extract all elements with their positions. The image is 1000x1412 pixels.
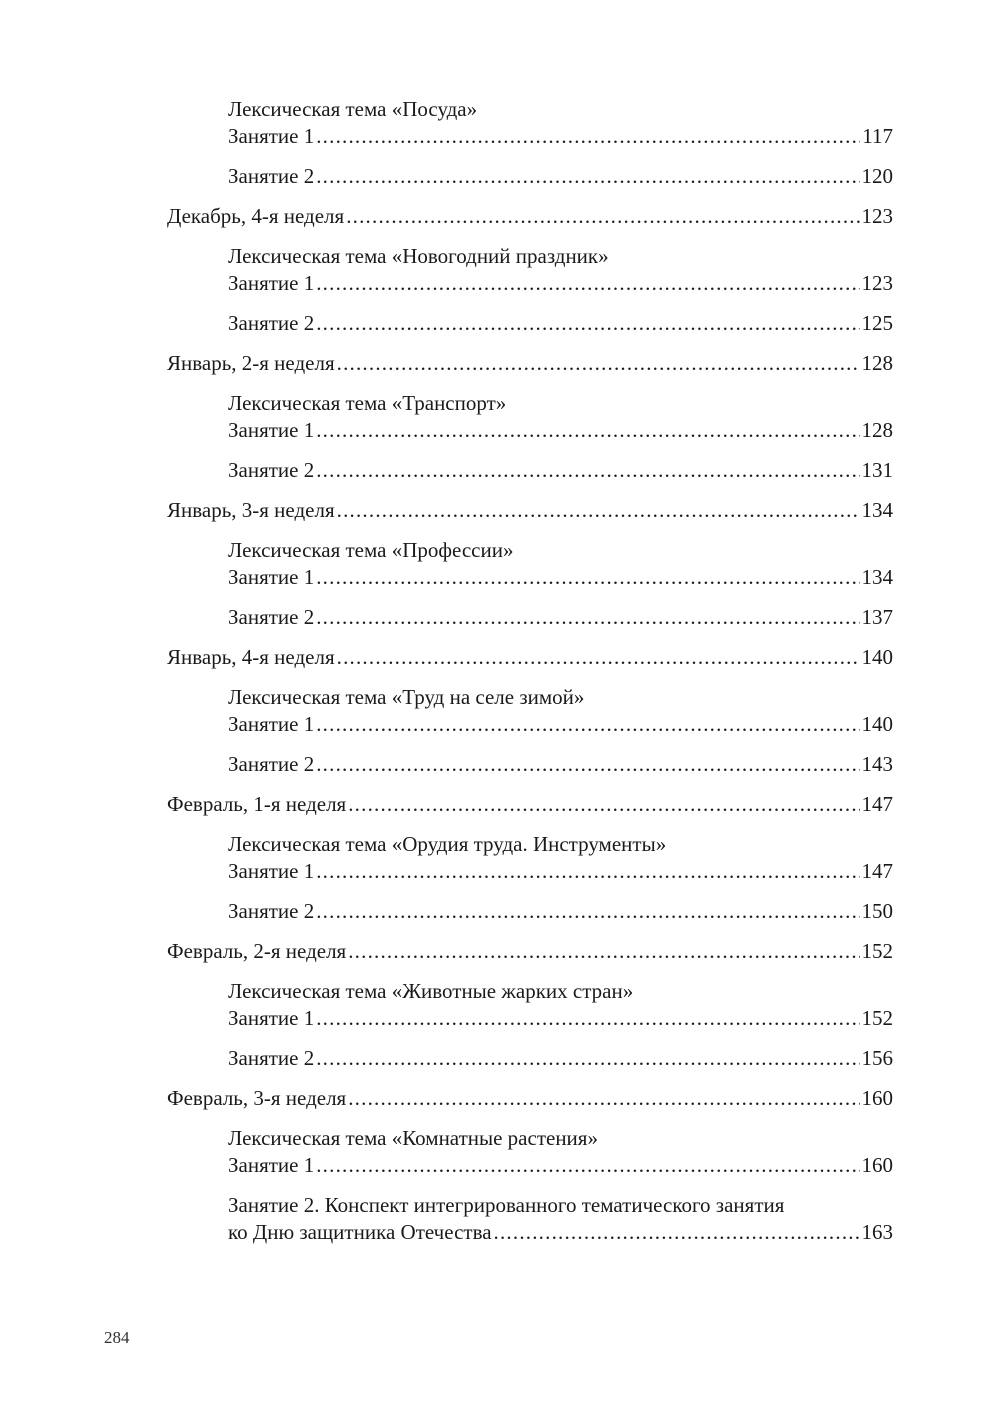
toc-lesson-label: Занятие 1	[228, 712, 315, 736]
toc-page-number: 123	[861, 204, 893, 228]
toc-page-number: 150	[861, 899, 893, 923]
toc-week-entry	[167, 203, 893, 230]
toc-lesson	[167, 417, 893, 444]
toc-topic	[167, 978, 893, 1005]
toc-leader-dots	[316, 898, 859, 925]
toc-topic	[167, 243, 893, 270]
toc-lesson-line2	[228, 1219, 893, 1246]
toc-leader-dots	[316, 270, 859, 297]
toc-lesson	[167, 898, 893, 925]
toc-week-label: Январь, 2-я неделя	[167, 351, 335, 375]
toc-page-number: 152	[861, 939, 893, 963]
toc-topic-title: Лексическая тема «Комнатные растения»	[228, 1126, 598, 1150]
toc-page-number: 147	[861, 792, 893, 816]
toc-lesson-label: Занятие 1	[228, 859, 315, 883]
toc-page-number: 137	[861, 605, 893, 629]
toc-page-number: 128	[861, 418, 893, 442]
toc-leader-dots	[316, 123, 860, 150]
toc-topic-title: Лексическая тема «Орудия труда. Инструменты»	[228, 832, 667, 856]
toc-leader-dots	[316, 417, 859, 444]
toc-topic-title: Лексическая тема «Животные жарких стран»	[228, 979, 634, 1003]
toc-leader-dots	[316, 1152, 859, 1179]
toc-page-number: 140	[861, 645, 893, 669]
toc-lesson	[167, 163, 893, 190]
toc-lesson	[167, 310, 893, 337]
toc-week-label: Февраль, 1-я неделя	[167, 792, 347, 816]
toc-leader-dots	[316, 457, 859, 484]
toc-page-number: 123	[861, 271, 893, 295]
toc-lesson	[167, 564, 893, 591]
toc-lesson	[167, 270, 893, 297]
toc-topic-title: Лексическая тема «Труд на селе зимой»	[228, 685, 585, 709]
toc-page-number: 120	[861, 164, 893, 188]
toc-page-number: 140	[861, 712, 893, 736]
toc-lesson	[167, 1005, 893, 1032]
toc-week-entry	[167, 938, 893, 965]
toc-page-number: 134	[861, 565, 893, 589]
toc-page-number: 117	[862, 124, 893, 148]
toc-leader-dots	[316, 604, 859, 631]
toc-leader-dots	[316, 751, 859, 778]
toc-week-label: Февраль, 3-я неделя	[167, 1086, 347, 1110]
toc-week-entry	[167, 350, 893, 377]
toc-lesson	[167, 1152, 893, 1179]
toc-leader-dots	[316, 310, 859, 337]
toc-lesson	[167, 858, 893, 885]
toc-topic-title: Лексическая тема «Новогодний праздник»	[228, 244, 609, 268]
toc-lesson-label: Занятие 1	[228, 1006, 315, 1030]
toc-page-number: 163	[861, 1220, 893, 1244]
toc-lesson-label: Занятие 2	[228, 1046, 315, 1070]
toc-week-entry	[167, 644, 893, 671]
toc-leader-dots	[316, 163, 859, 190]
toc-topic	[167, 390, 893, 417]
toc-lesson-label: Занятие 2	[228, 164, 315, 188]
toc-leader-dots	[316, 1005, 859, 1032]
toc-topic	[167, 96, 893, 123]
toc-topic	[167, 684, 893, 711]
toc-week-entry	[167, 497, 893, 524]
toc-lesson-label: Занятие 1	[228, 565, 315, 589]
toc-lesson	[167, 751, 893, 778]
toc-lesson-label: Занятие 1	[228, 271, 315, 295]
toc-leader-dots	[337, 644, 860, 671]
toc-topic	[167, 1125, 893, 1152]
toc-page-number: 152	[861, 1006, 893, 1030]
toc-leader-dots	[316, 1045, 859, 1072]
toc-lesson	[167, 711, 893, 738]
toc-lesson-label: Занятие 1	[228, 1153, 315, 1177]
toc-week-entry	[167, 1085, 893, 1112]
toc-page-number: 128	[861, 351, 893, 375]
toc-lesson-label: Занятие 2	[228, 458, 315, 482]
toc-lesson-label: Занятие 2	[228, 752, 315, 776]
toc-lesson-label: Занятие 2	[228, 899, 315, 923]
toc-week-label: Декабрь, 4-я неделя	[167, 204, 345, 228]
toc-leader-dots	[348, 938, 859, 965]
toc-leader-dots	[346, 203, 859, 230]
toc-page-number: 134	[861, 498, 893, 522]
toc-leader-dots	[316, 564, 859, 591]
toc-lesson-label: Занятие 1	[228, 418, 315, 442]
toc-page-number: 143	[861, 752, 893, 776]
toc-page-number: 160	[861, 1153, 893, 1177]
toc-leader-dots	[337, 350, 860, 377]
toc-lesson-label-line2: ко Дню защитника Отечества	[228, 1220, 492, 1244]
toc-leader-dots	[316, 711, 859, 738]
toc-leader-dots	[316, 858, 859, 885]
toc-page-number: 160	[861, 1086, 893, 1110]
toc-topic-title: Лексическая тема «Посуда»	[228, 97, 478, 121]
toc-topic	[167, 831, 893, 858]
toc-leader-dots	[337, 497, 860, 524]
toc-topic-title: Лексическая тема «Транспорт»	[228, 391, 507, 415]
table-of-contents	[167, 96, 893, 1246]
toc-week-label: Январь, 4-я неделя	[167, 645, 335, 669]
toc-topic	[167, 537, 893, 564]
toc-lesson	[167, 604, 893, 631]
toc-page-number: 156	[861, 1046, 893, 1070]
toc-leader-dots	[348, 791, 859, 818]
toc-lesson-label: Занятие 1	[228, 124, 315, 148]
toc-week-entry	[167, 791, 893, 818]
page-number: 284	[104, 1328, 130, 1347]
toc-lesson-multiline	[167, 1192, 893, 1246]
toc-page-number: 131	[861, 458, 893, 482]
toc-week-label: Февраль, 2-я неделя	[167, 939, 347, 963]
toc-lesson	[167, 123, 893, 150]
toc-page-number: 125	[861, 311, 893, 335]
toc-page-number: 147	[861, 859, 893, 883]
toc-lesson-label: Занятие 2	[228, 311, 315, 335]
toc-lesson	[167, 1045, 893, 1072]
toc-lesson-label-line1: Занятие 2. Конспект интегрированного тематического занятия	[228, 1193, 785, 1217]
toc-topic-title: Лексическая тема «Профессии»	[228, 538, 514, 562]
toc-lesson-label: Занятие 2	[228, 605, 315, 629]
toc-week-label: Январь, 3-я неделя	[167, 498, 335, 522]
toc-lesson	[167, 457, 893, 484]
toc-leader-dots	[348, 1085, 859, 1112]
toc-leader-dots	[494, 1219, 860, 1246]
